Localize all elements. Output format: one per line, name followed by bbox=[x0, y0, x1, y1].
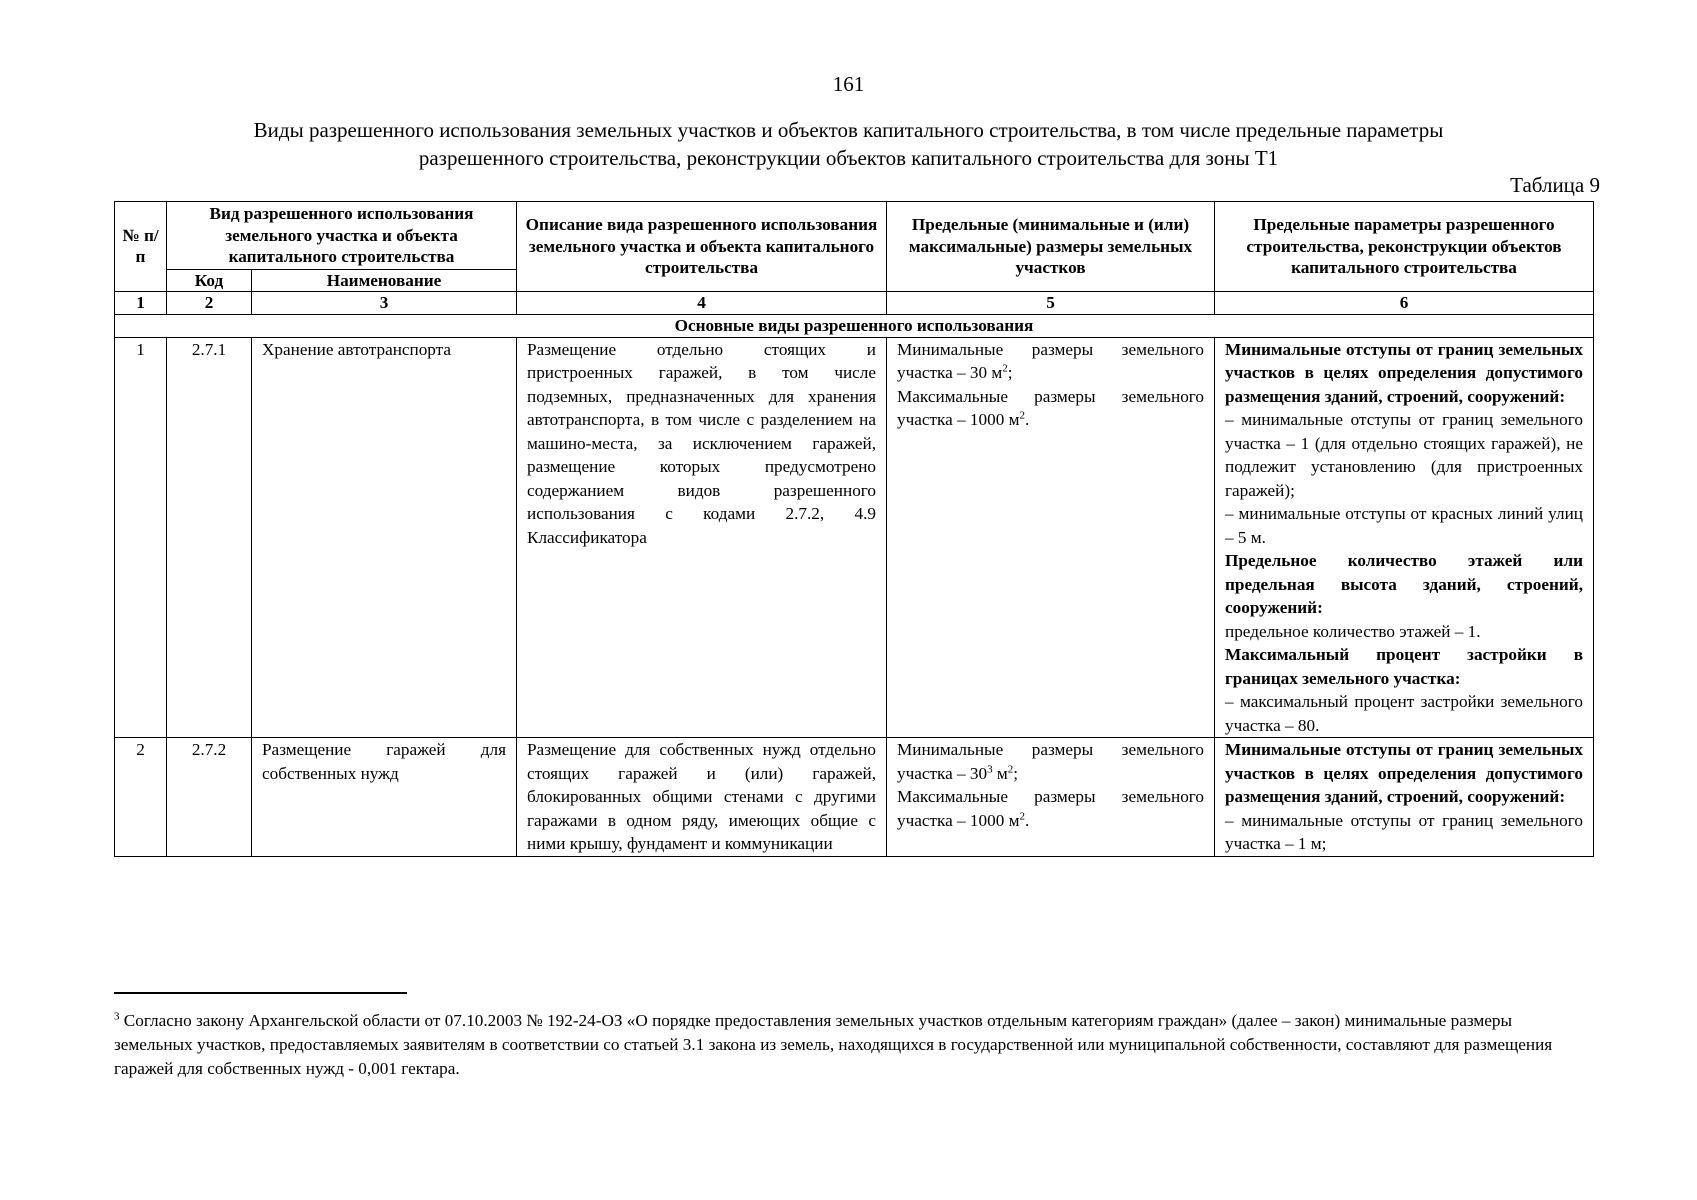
params-item: – максимальный процент застройки земельного участка – 80. bbox=[1225, 692, 1583, 735]
table-row bbox=[115, 738, 1594, 857]
header-sizes: Предельные (минимальные и (или) максимальные) размеры земельных участков bbox=[887, 202, 1215, 292]
params-heading: Минимальные отступы от границ земельных участков в целях определения допустимого размещения зданий, строений, сооружений: bbox=[1225, 740, 1583, 806]
table-row bbox=[115, 337, 1594, 738]
column-number: 4 bbox=[517, 291, 887, 314]
permitted-use-table bbox=[114, 201, 1594, 857]
column-number: 6 bbox=[1215, 291, 1594, 314]
title-line-1: Виды разрешенного использования земельных участков и объектов капитального строительства, в том числе предельные параметры bbox=[253, 118, 1444, 142]
footnote bbox=[114, 1009, 1594, 1081]
params-item: – минимальные отступы от красных линий улиц – 5 м. bbox=[1225, 504, 1583, 547]
row-params bbox=[1215, 738, 1594, 857]
params-heading: Предельное количество этажей или предельная высота зданий, строений, сооружений: bbox=[1225, 551, 1583, 617]
page-number: 161 bbox=[832, 72, 865, 96]
column-number: 2 bbox=[167, 291, 252, 314]
row-description: Размещение отдельно стоящих и пристроенных гаражей, в том числе подземных, предназначенных для хранения автотранспорта, в том числе с разделением на машино-места, за исключением гаражей, размещение которых предусмотрено содержанием видов разрешенного использования с кодами 2.7.2, 4.9 Классификатора bbox=[517, 337, 887, 738]
column-number: 5 bbox=[887, 291, 1215, 314]
row-name: Размещение гаражей для собственных нужд bbox=[252, 738, 517, 857]
params-item: – минимальные отступы от границ земельного участка – 1 (для отдельно стоящих гаражей), не подлежит установлению (для пристроенных гаражей); bbox=[1225, 410, 1583, 500]
row-num: 2 bbox=[115, 738, 167, 857]
min-size: Минимальные размеры земельного участка – $30^3$ $м^2$; bbox=[897, 740, 1204, 783]
column-number: 1 bbox=[115, 291, 167, 314]
params-heading: Максимальный процент застройки в границах земельного участка: bbox=[1225, 645, 1583, 688]
title-line-2: разрешенного строительства, реконструкции объектов капитального строительства для зоны Т1 bbox=[418, 146, 1279, 170]
footnote-ref: 3 bbox=[987, 762, 993, 775]
header-params: Предельные параметры разрешенного строительства, реконструкции объектов капитального строительства bbox=[1215, 202, 1594, 292]
column-number: 3 bbox=[252, 291, 517, 314]
section-title: Основные виды разрешенного использования bbox=[115, 314, 1594, 337]
params-heading: Минимальные отступы от границ земельных участков в целях определения допустимого размещения зданий, строений, сооружений: bbox=[1225, 339, 1583, 406]
header-kind: Вид разрешенного использования земельного участка и объекта капитального строительства bbox=[167, 202, 517, 270]
document-title bbox=[140, 116, 1557, 172]
max-size: Максимальные размеры земельного участка – 1000 $м^2$. bbox=[897, 787, 1204, 830]
row-code: 2.7.2 bbox=[167, 738, 252, 857]
header-name: Наименование bbox=[252, 269, 517, 291]
row-description: Размещение для собственных нужд отдельно стоящих гаражей и (или) гаражей, блокированных общими стенами с другими гаражами в одном ряду, имеющих общие с ними крышу, фундамент и коммуникации bbox=[517, 738, 887, 857]
section-row bbox=[115, 314, 1594, 337]
row-sizes bbox=[887, 337, 1215, 738]
table-label: Таблица 9 bbox=[1510, 173, 1600, 197]
header-code: Код bbox=[167, 269, 252, 291]
params-item: – минимальные отступы от границ земельного участка – 1 м; bbox=[1225, 810, 1583, 853]
row-code: 2.7.1 bbox=[167, 337, 252, 738]
footnote-divider bbox=[114, 992, 407, 994]
footnote-marker: 3 bbox=[114, 1010, 120, 1023]
row-num: 1 bbox=[115, 337, 167, 738]
row-params bbox=[1215, 337, 1594, 738]
footnote-text: Согласно закону Архангельской области от 07.10.2003 № 192-24-ОЗ «О порядке предоставления земельных участков отдельным категориям граждан» (далее – закон) минимальные размеры земельных участков, предоставляемых заявителям в соответствии со статьей 3.1 закона из земель, находящихся в государственной или муниципальной собственности, составляют для размещения гаражей для собственных нужд - 0,001 гектара. bbox=[114, 1011, 1553, 1078]
row-sizes bbox=[887, 738, 1215, 857]
row-name: Хранение автотранспорта bbox=[252, 337, 517, 738]
header-num: № п/п bbox=[115, 202, 167, 292]
max-size: Максимальные размеры земельного участка – 1000 $м^2$. bbox=[897, 386, 1204, 429]
min-size: Минимальные размеры земельного участка – 30 $м^2$; bbox=[897, 339, 1204, 382]
params-item: предельное количество этажей – 1. bbox=[1225, 621, 1481, 641]
column-number-row bbox=[115, 291, 1594, 314]
header-description: Описание вида разрешенного использования земельного участка и объекта капитального строительства bbox=[517, 202, 887, 292]
